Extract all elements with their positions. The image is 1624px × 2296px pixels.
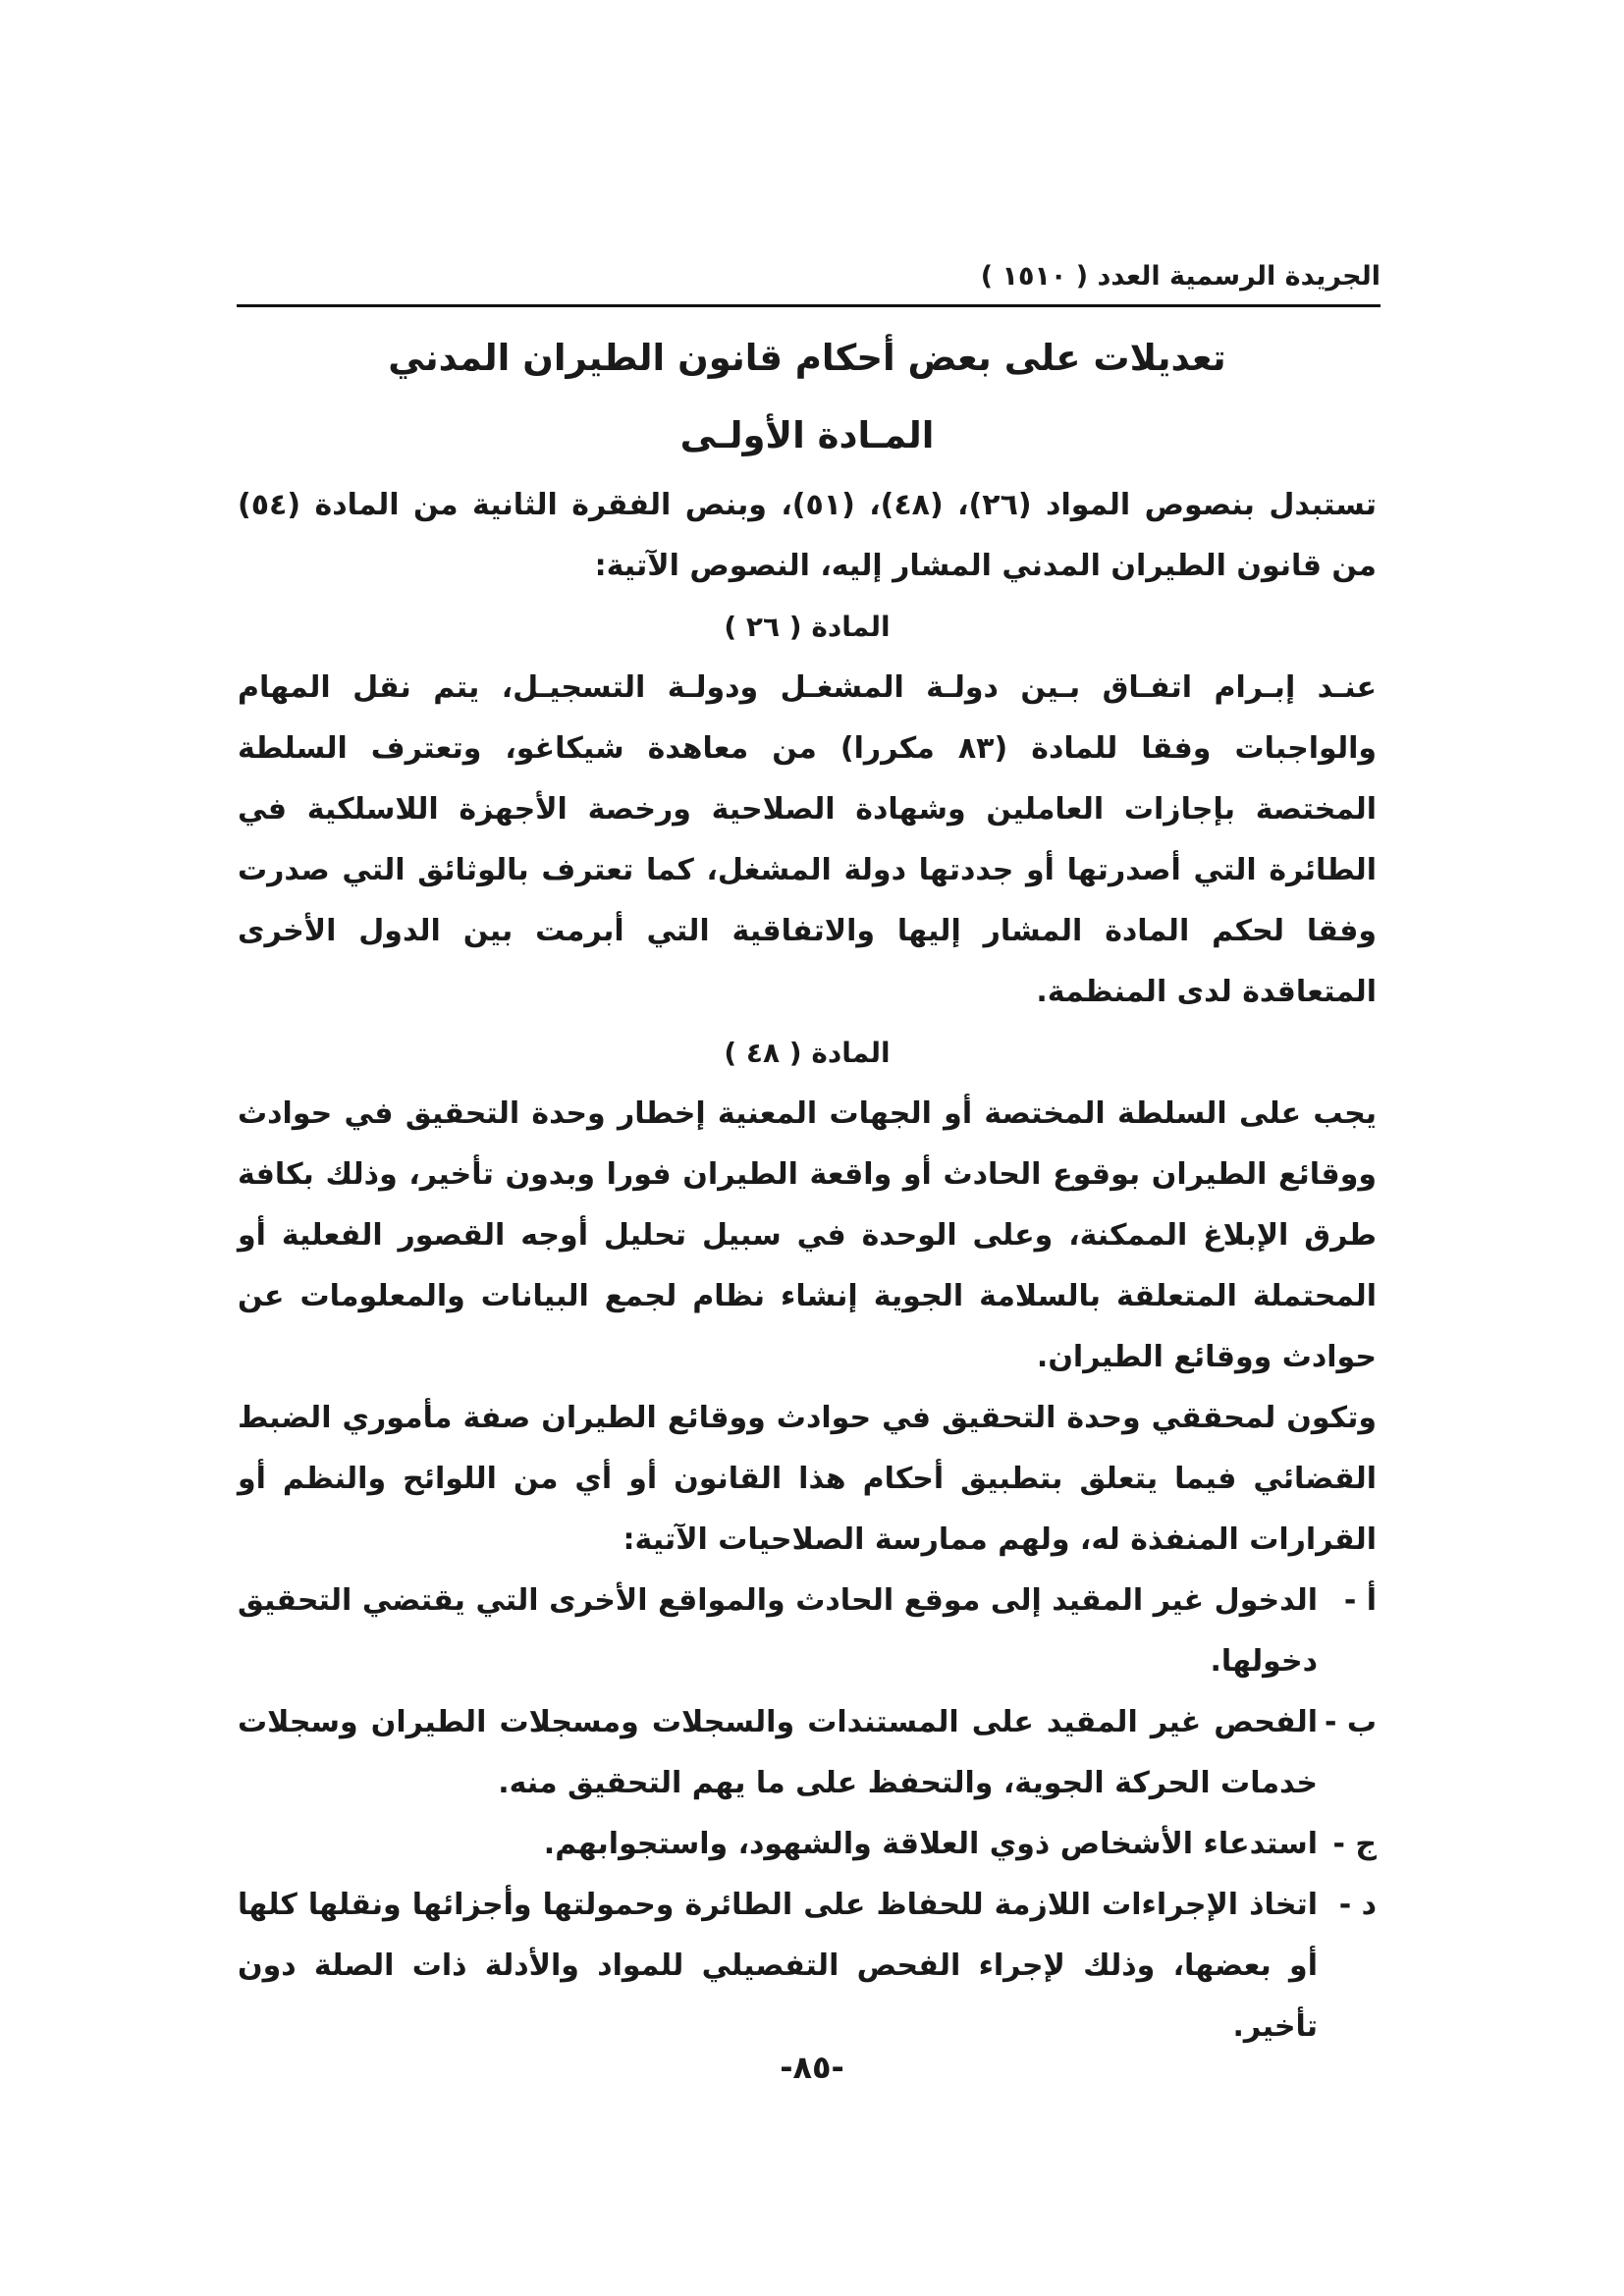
list-item-letter: ج -: [1332, 1827, 1377, 1861]
list-item: [238, 1875, 1377, 2057]
running-header: [237, 257, 1380, 307]
list-item-letter: ب -: [1324, 1705, 1377, 1739]
list-item: [238, 1571, 1377, 1692]
list-item: [238, 1814, 1377, 1875]
article-48-heading: المادة ( ٤٨ ): [724, 1037, 891, 1069]
article-heading: المـادة الأولـى: [679, 414, 935, 456]
article-48-paragraph-1: يجب على السلطة المختصة أو الجهات المعنية إخطار وحدة التحقيق في حوادث ووقائع الطيران بوقوع الحادث أو واقعة الطيران فورا وبدون تأخير، وذلك بكافة طرق الإبلاغ الممكنة، وعلى الوحدة في سبيل تحليل أوجه القصور الفعلية أو المحتملة المتعلقة بالسلامة الجوية إنشاء نظام لجمع البيانات والمعلومات عن حوادث ووقائع الطيران.: [238, 1096, 1377, 1374]
list-item-text: الدخول غير المقيد إلى موقع الحادث والمواقع الأخرى التي يقتضي التحقيق دخولها.: [238, 1583, 1318, 1679]
list-item-letter: د -: [1338, 1888, 1377, 1922]
intro-paragraph: تستبدل بنصوص المواد (٢٦)، (٤٨)، (٥١)، وبنص الفقرة الثانية من المادة (٥٤) من قانون الطيران المدني المشار إليه، النصوص الآتية:: [238, 488, 1377, 583]
page-number: -٨٥-: [780, 2049, 844, 2086]
article-26-text: عنـد إبـرام اتفـاق بـين دولـة المشغـل ودولـة التسجيـل، يتم نقل المهام والواجبات وفقا للمادة (٨٣ مكررا) من معاهدة شيكاغو، وتعترف السلطة المختصة بإجازات العاملين وشهادة الصلاحية ورخصة الأجهزة اللاسلكية في الطائرة التي أصدرتها أو جددتها دولة المشغل، كما تعترف بالوثائق التي صدرت وفقا لحكم المادة المشار إليها والاتفاقية التي أبرمت بين الدول الأخرى المتعاقدة لدى المنظمة.: [238, 670, 1378, 1009]
list-item-text: اتخاذ الإجراءات اللازمة للحفاظ على الطائرة وحمولتها وأجزائها ونقلها كلها أو بعضها، وذلك لإجراء الفحص التفصيلي للمواد والأدلة ذات الصلة دون تأخير.: [238, 1888, 1318, 2044]
list-item-text: الفحص غير المقيد على المستندات والسجلات ومسجلات الطيران وسجلات خدمات الحركة الجوية، والتحفظ على ما يهم التحقيق منه.: [238, 1705, 1318, 1800]
document-body: [238, 324, 1377, 2057]
document-title: تعديلات على بعض أحكام قانون الطيران المدني: [388, 337, 1226, 379]
article-26-heading: المادة ( ٢٦ ): [724, 611, 891, 643]
list-item-text: استدعاء الأشخاص ذوي العلاقة والشهود، واستجوابهم.: [543, 1827, 1318, 1861]
list-item-letter: أ -: [1343, 1583, 1377, 1618]
list-item: [238, 1692, 1377, 1814]
article-48-paragraph-2: وتكون لمحققي وحدة التحقيق في حوادث ووقائع الطيران صفة مأموري الضبط القضائي فيما يتعلق بتطبيق أحكام هذا القانون أو أي من اللوائح والنظم أو القرارات المنفذة له، ولهم ممارسة الصلاحيات الآتية:: [238, 1401, 1377, 1557]
gazette-issue-title: الجريدة الرسمية العدد ( ١٥١٠ ): [980, 261, 1380, 292]
